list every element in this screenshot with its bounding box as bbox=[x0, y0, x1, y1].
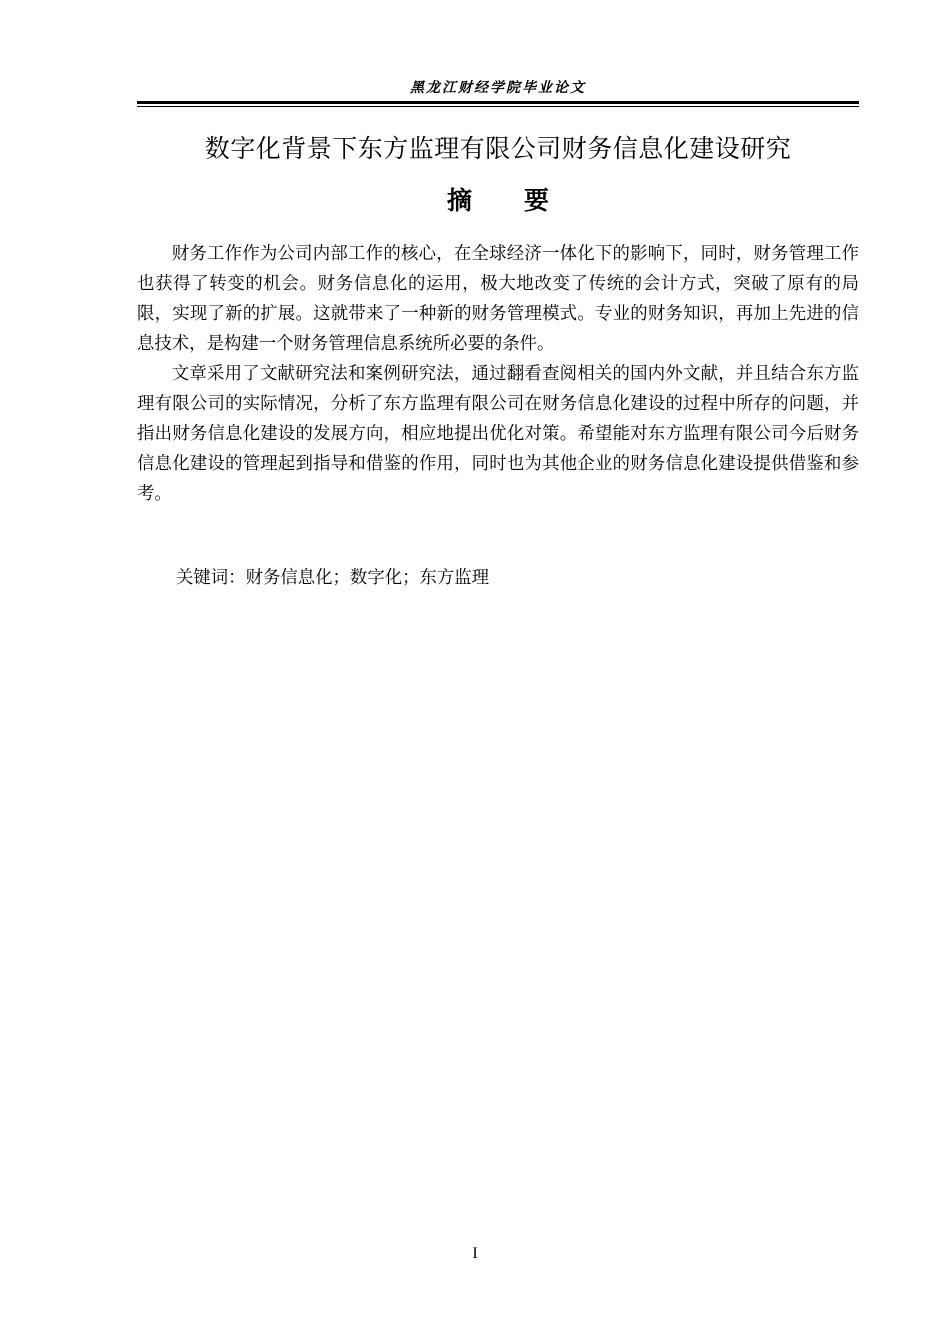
thesis-title: 数字化背景下东方监理有限公司财务信息化建设研究 bbox=[204, 134, 792, 163]
abstract-heading: 摘要 bbox=[446, 186, 601, 215]
keywords-line bbox=[176, 563, 489, 593]
header-rule-thick bbox=[137, 101, 859, 104]
keywords-value: 财务信息化；数字化；东方监理 bbox=[245, 568, 490, 588]
abstract-paragraph-1: 财务工作作为公司内部工作的核心，在全球经济一体化下的影响下，同时，财务管理工作也获得了转变的机会。财务信息化的运用，极大地改变了传统的会计方式，突破了原有的局限，实现了新的扩展。这就带来了一种新的财务管理模式。专业的财务知识，再加上先进的信息技术，是构建一个财务管理信息系统所必要的条件。 bbox=[137, 244, 859, 354]
abstract-body bbox=[137, 239, 859, 509]
page-number: I bbox=[472, 1245, 478, 1262]
abstract-paragraph-2: 文章采用了文献研究法和案例研究法，通过翻看查阅相关的国内外文献，并且结合东方监理有限公司的实际情况，分析了东方监理有限公司在财务信息化建设的过程中所存的问题，并指出财务信息化建设的发展方向，相应地提出优化对策。希望能对东方监理有限公司今后财务信息化建设的管理起到指导和借鉴的作用，同时也为其他企业的财务信息化建设提供借鉴和参考。 bbox=[137, 364, 859, 504]
running-header: 黑龙江财经学院毕业论文 bbox=[410, 80, 586, 96]
header-rule-thin bbox=[137, 106, 859, 107]
keywords-label: 关键词： bbox=[176, 568, 246, 588]
